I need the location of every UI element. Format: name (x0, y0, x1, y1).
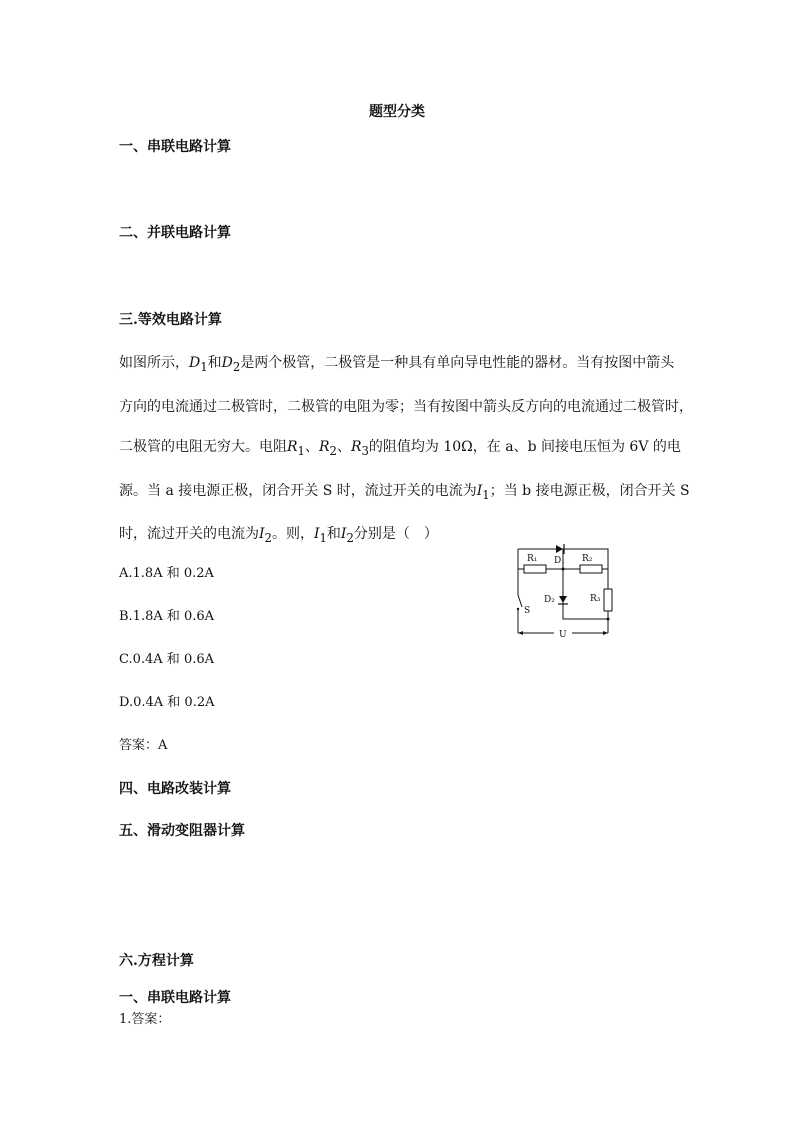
question-text (119, 343, 693, 558)
question-line-2: 方向的电流通过二极管时，二极管的电阻为零；当有按图中箭头反方向的电流通过二极管时， (119, 398, 693, 415)
heading-series-circuit: 一、串联电路计算 (119, 139, 231, 155)
heading-parallel-circuit: 二、并联电路计算 (119, 225, 231, 241)
switch-icon (518, 595, 522, 607)
resistor-r3 (604, 589, 612, 611)
doc-title: 题型分类 (369, 104, 425, 120)
label-r2: R₂ (582, 554, 593, 564)
heading-rheostat: 五、滑动变阻器计算 (119, 823, 245, 839)
resistor-r2 (580, 565, 602, 573)
question-line-1: 如图所示，$D_1$和$D_2$是两个极管，二极管是一种具有单向导电性能的器材。当有按图中箭头 (119, 355, 675, 374)
option-b: B.1.8A 和 0.6A (119, 609, 215, 624)
resistor-r1 (524, 565, 546, 573)
option-c: C.0.4A 和 0.6A (119, 652, 215, 667)
label-d2: D₂ (544, 595, 555, 605)
label-r3: R₃ (590, 594, 601, 604)
question-line-5: 时，流过开关的电流为$I_2$。则，$I_1$和$I_2$分别是（ ） (119, 526, 438, 546)
option-d: D.0.4A 和 0.2A (119, 695, 215, 710)
label-d1: D₁ (554, 556, 565, 566)
label-u: U (559, 630, 567, 640)
heading-equivalent-circuit: 三.等效电路计算 (119, 312, 222, 328)
diode-d2-icon (559, 596, 567, 603)
heading-circuit-modification: 四、电路改装计算 (119, 781, 231, 797)
question-line-3: 二极管的电阻无穷大。电阻$R_1$、$R_2$、$R_3$的阻值均为 10Ω，在 a、b 间接电压恒为 6V 的电 (119, 438, 681, 458)
answer-1-label: 1.答案： (119, 1012, 171, 1027)
question-line-4: 源。当 a 接电源正极，闭合开关 S 时，流过开关的电流为$I_1$；当 b 接电源正极，闭合开关 S (119, 482, 690, 502)
heading-equation: 六.方程计算 (119, 953, 194, 969)
heading-series-circuit-answers: 一、串联电路计算 (119, 990, 231, 1006)
circuit-diagram (508, 541, 618, 641)
diode-d1-icon (556, 545, 563, 553)
answer-text: 答案：A (119, 738, 168, 753)
label-r1: R₁ (527, 554, 538, 564)
label-s: S (524, 606, 531, 616)
option-a: A.1.8A 和 0.2A (119, 566, 214, 581)
